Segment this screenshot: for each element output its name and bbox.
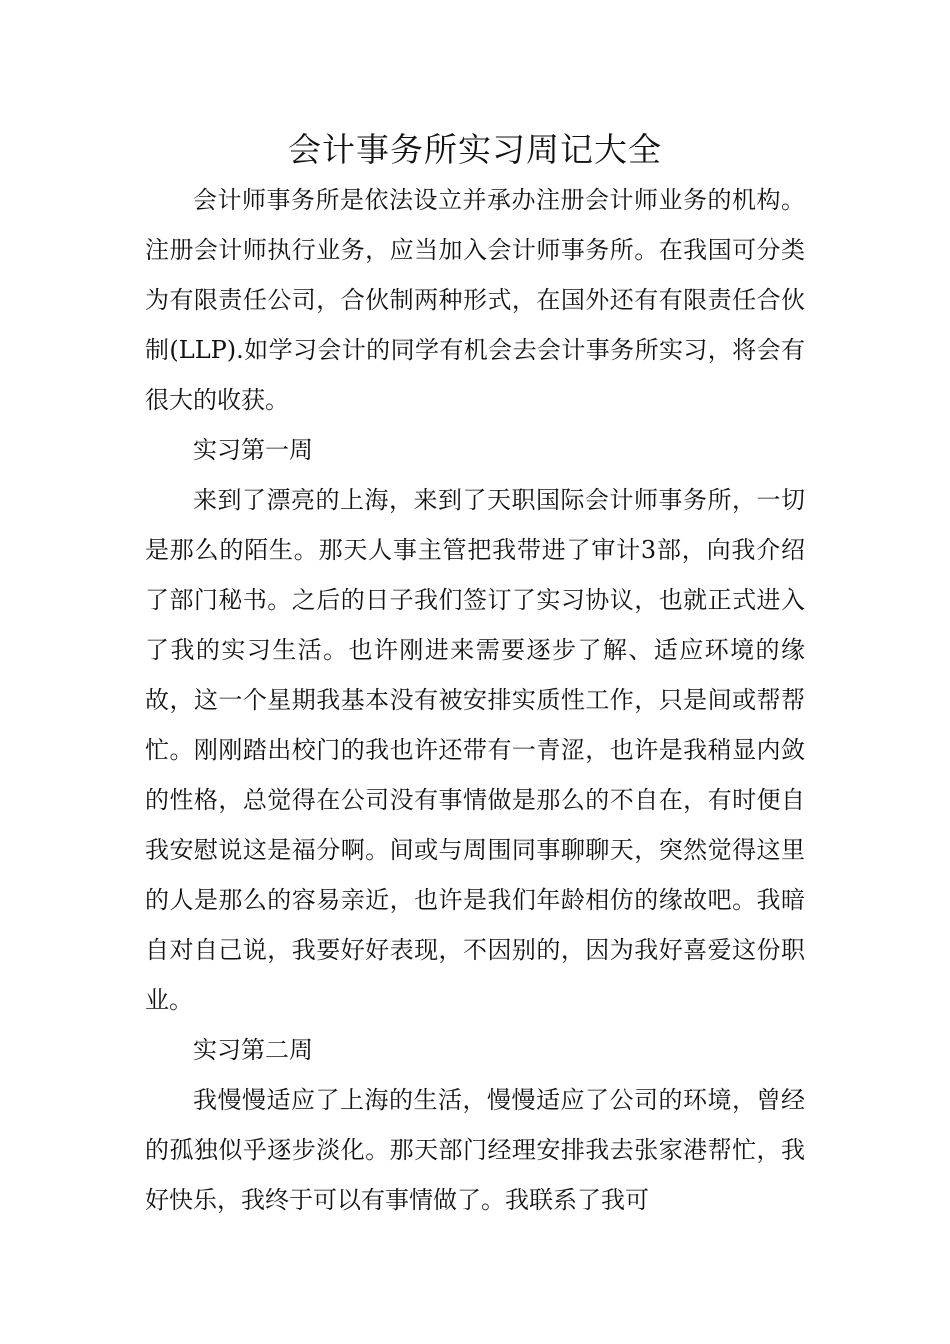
week-2-paragraph: 我慢慢适应了上海的生活，慢慢适应了公司的环境，曾经的孤独似乎逐步淡化。那天部门经理安排我去张家港帮忙，我好快乐，我终于可以有事情做了。我联系了我可	[145, 1086, 805, 1214]
intro-paragraph: 会计师事务所是依法设立并承办注册会计师业务的机构。注册会计师执行业务，应当加入会计师事务所。在我国可分类为有限责任公司，合伙制两种形式，在国外还有有限责任合伙制(LLP).如学习会计的同学有机会去会计事务所实习，将会有很大的收获。	[145, 186, 805, 414]
document-title: 会计事务所实习周记大全	[288, 130, 662, 169]
section-heading-week-2: 实习第二周	[193, 1036, 313, 1064]
section-heading-week-1: 实习第一周	[193, 436, 313, 464]
week-1-paragraph: 来到了漂亮的上海，来到了天职国际会计师事务所，一切是那么的陌生。那天人事主管把我带进了审计3部，向我介绍了部门秘书。之后的日子我们签订了实习协议，也就正式进入了我的实习生活。也许刚进来需要逐步了解、适应环境的缘故，这一个星期我基本没有被安排实质性工作，只是间或帮帮忙。刚刚踏出校门的我也许还带有一青涩，也许是我稍显内敛的性格，总觉得在公司没有事情做是那么的不自在，有时便自我安慰说这是福分啊。间或与周围同事聊聊天，突然觉得这里的人是那么的容易亲近，也许是我们年龄相仿的缘故吧。我暗自对自己说，我要好好表现，不因别的，因为我好喜爱这份职业。	[145, 486, 805, 1014]
document-body	[145, 175, 805, 1225]
